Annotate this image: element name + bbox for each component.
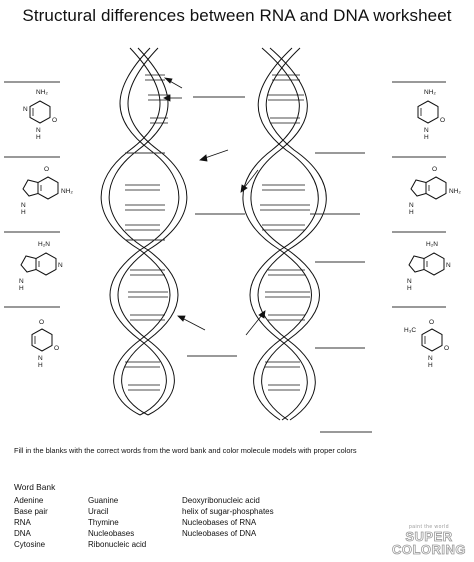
svg-text:O: O (440, 117, 446, 124)
svg-text:O: O (432, 166, 438, 173)
svg-text:NH₂: NH₂ (61, 188, 73, 195)
svg-text:H: H (407, 285, 412, 292)
svg-text:N: N (36, 127, 41, 134)
word-bank-heading: Word Bank (14, 482, 56, 492)
svg-text:H: H (38, 362, 43, 369)
svg-text:O: O (54, 345, 60, 352)
word-bank-term: Ribonucleic acid (88, 540, 147, 549)
svg-text:O: O (39, 319, 45, 326)
svg-text:H₂N: H₂N (38, 241, 50, 248)
logo-line-1: SUPER (405, 529, 453, 544)
word-bank-term: helix of sugar-phosphates (182, 507, 274, 516)
svg-text:NH₂: NH₂ (36, 89, 48, 96)
rna-helix (101, 48, 187, 415)
answer-blanks (125, 97, 372, 432)
right-cytosine-molecule (418, 89, 445, 141)
svg-text:O: O (52, 117, 58, 124)
svg-text:N: N (21, 202, 26, 209)
left-adenine-molecule (19, 241, 63, 292)
right-thymine-molecule (404, 319, 449, 369)
svg-text:N: N (19, 278, 24, 285)
dna-helix (243, 48, 326, 420)
svg-text:O: O (44, 166, 50, 173)
word-bank-column-2 (88, 495, 146, 550)
svg-text:H: H (21, 209, 26, 216)
site-logo (388, 524, 470, 556)
word-bank-term: Nucleobases (88, 529, 135, 538)
word-bank-term: Base pair (14, 507, 48, 516)
svg-text:H: H (428, 362, 433, 369)
instructions-text: Fill in the blanks with the correct words from the word bank and color molecule models with proper colors (14, 446, 357, 455)
left-guanine-molecule (21, 166, 73, 216)
svg-text:N: N (446, 262, 451, 269)
word-bank-term: Uracil (88, 507, 109, 516)
svg-text:H₂N: H₂N (426, 241, 438, 248)
logo-tagline: paint the world (408, 524, 450, 530)
word-bank-term: Thymine (88, 518, 119, 527)
svg-text:N: N (23, 106, 28, 113)
svg-text:O: O (429, 319, 435, 326)
svg-text:H₃C: H₃C (404, 327, 417, 334)
svg-text:N: N (58, 262, 63, 269)
svg-text:H: H (19, 285, 24, 292)
left-molecules (4, 82, 73, 369)
svg-text:N: N (407, 278, 412, 285)
svg-text:N: N (428, 355, 433, 362)
svg-text:H: H (36, 134, 41, 141)
right-adenine-molecule (407, 241, 451, 292)
worksheet-title: Structural differences between RNA and DNA worksheet (22, 6, 452, 25)
svg-text:NH₂: NH₂ (449, 188, 461, 195)
logo-line-2: COLORING (391, 542, 467, 557)
word-bank-column-3 (182, 495, 274, 539)
word-bank-term: Deoxyribonucleic acid (182, 496, 260, 505)
word-bank-term: Nucleobases of RNA (182, 518, 257, 527)
svg-text:H: H (409, 209, 414, 216)
left-cytosine-molecule (23, 89, 57, 141)
word-bank-column-1 (14, 495, 48, 550)
right-guanine-molecule (409, 166, 461, 216)
word-bank-term: DNA (14, 529, 31, 538)
svg-text:N: N (38, 355, 43, 362)
svg-text:N: N (409, 202, 414, 209)
left-uracil-molecule (32, 319, 59, 369)
svg-text:O: O (444, 345, 450, 352)
word-bank-term: Guanine (88, 496, 119, 505)
word-bank-term: Cytosine (14, 540, 46, 549)
word-bank-term: RNA (14, 518, 31, 527)
word-bank-term: Nucleobases of DNA (182, 529, 257, 538)
svg-text:NH₂: NH₂ (424, 89, 436, 96)
right-molecules (392, 82, 461, 369)
svg-text:N: N (424, 127, 429, 134)
word-bank-term: Adenine (14, 496, 44, 505)
svg-text:H: H (424, 134, 429, 141)
